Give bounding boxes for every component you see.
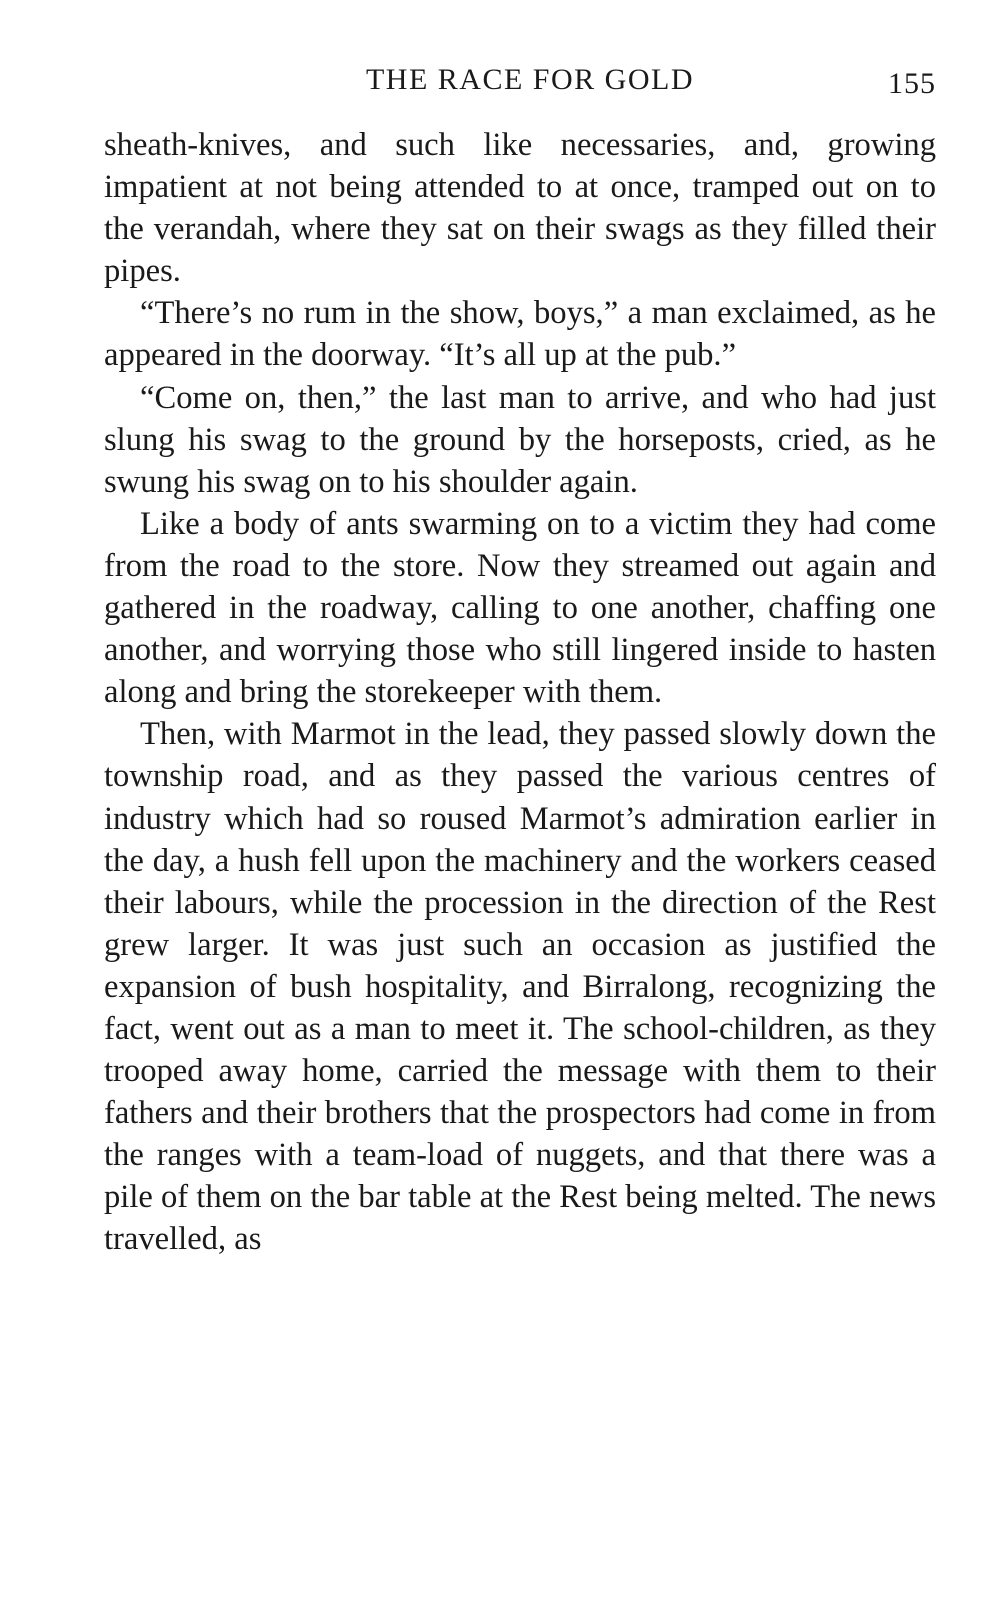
running-head [104, 60, 936, 100]
paragraph: Like a body of ants swarming on to a victim they had come from the road to the store. Now they streamed out again and gathered in the roadway, calling to one another, chaffing one another, and worrying those who still lingered inside to hasten along and bring the storekeeper with them. [104, 505, 936, 711]
paragraph: “Come on, then,” the last man to arrive, and who had just slung his swag to the ground by the horseposts, cried, as he swung his swag on to his shoulder again. [104, 379, 936, 500]
body-text [104, 124, 936, 1261]
paragraph: “There’s no rum in the show, boys,” a man exclaimed, as he appeared in the doorway. “It’s all up at the pub.” [104, 295, 936, 374]
page-number: 155 [888, 67, 936, 100]
running-title: THE RACE FOR GOLD [365, 63, 694, 96]
paragraph-continuation: sheath-knives, and such like necessaries, and, growing impatient at not being attended to at once, tramped out on to the verandah, where they sat on their swags as they filled their pipes. [104, 127, 936, 290]
paragraph: Then, with Marmot in the lead, they passed slowly down the township road, and as they passed the various centres of industry which had so roused Marmot’s admiration earlier in the day, a hush fell upon the machinery and the workers ceased their labours, while the procession in the direction of the Rest grew larger. It was just such an occasion as justified the expansion of bush hospitality, and Birralong, recognizing the fact, went out as a man to meet it. The school-children, as they trooped away home, carried the message with them to their fathers and their brothers that the prospectors had come in from the ranges with a team-load of nuggets, and that there was a pile of them on the bar table at the Rest being melted. The news travelled, as [104, 716, 936, 1258]
